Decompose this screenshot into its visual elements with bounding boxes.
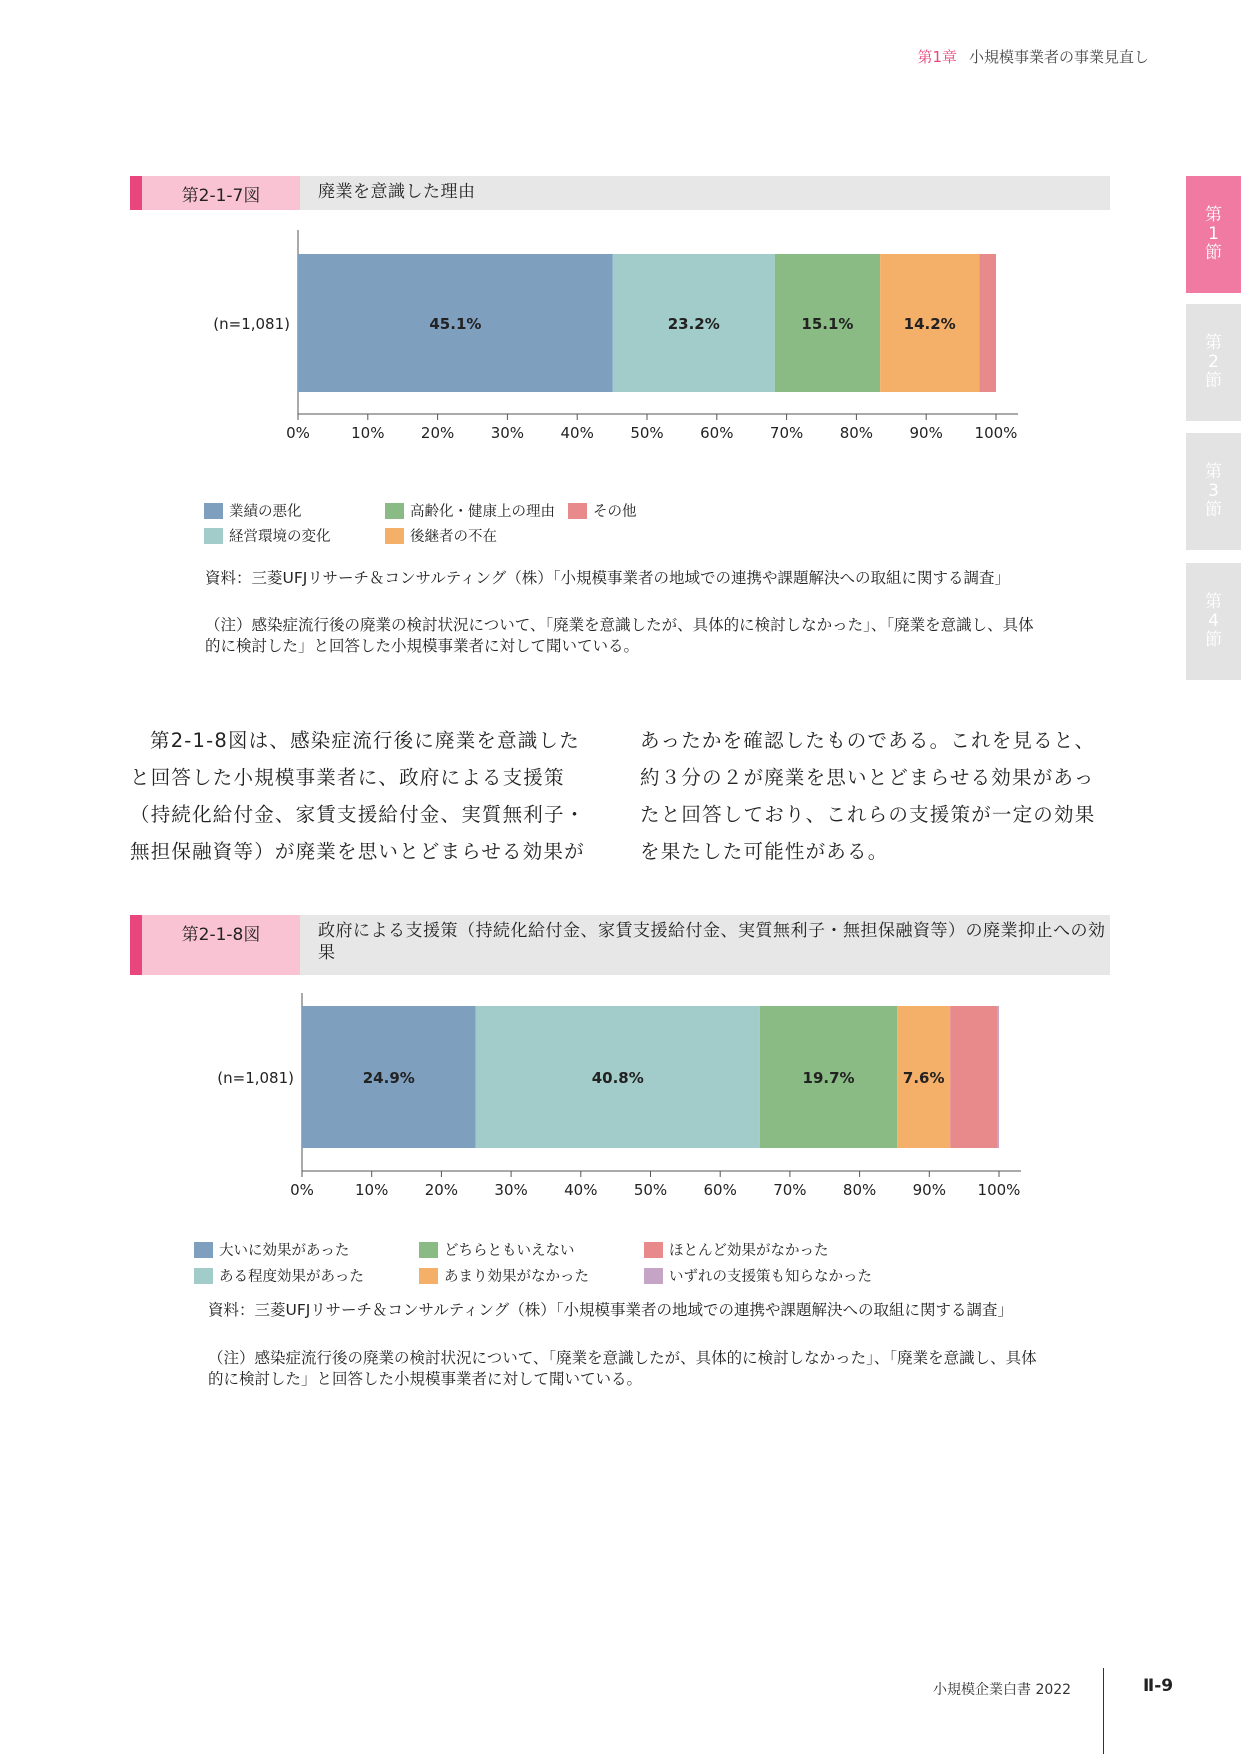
data-label: 23.2% [667, 315, 720, 333]
legend-swatch [385, 503, 404, 519]
x-tick-label: 100% [974, 424, 1018, 442]
body-text-right: あったかを確認したものである。これを見ると、約３分の２が廃業を思いとどまらせる効果があったと回答しており、これらの支援策が一定の効果を果たした可能性がある。 [640, 729, 1096, 863]
figure-1-chart [190, 222, 1070, 462]
side-tab-section-1[interactable]: 第1節 [1186, 176, 1241, 293]
x-tick-label: 70% [769, 424, 804, 442]
figure-2-source-note: 資料：三菱UFJリサーチ＆コンサルティング（株）「小規模事業者の地域での連携や課題解決への取組に関する調査」 [208, 1301, 1013, 1319]
data-label: 40.8% [591, 1069, 644, 1087]
running-header [917, 46, 1149, 67]
figure-1-number: 第2-1-7図 [142, 176, 300, 210]
legend-swatch [568, 503, 587, 519]
x-tick-label: 60% [703, 1181, 737, 1199]
legend-swatch [385, 528, 404, 544]
fig1-legend-item: その他 [568, 500, 637, 521]
data-label: 24.9% [362, 1069, 415, 1087]
data-label: 7.6% [902, 1069, 945, 1087]
legend-swatch [194, 1242, 213, 1258]
figure-1-footnote: （注）感染症流行後の廃業の検討状況について、「廃業を意識したが、具体的に検討しなかった」、「廃業を意識し、具体的に検討した」と回答した小規模事業者に対して聞いている。 [205, 616, 1034, 655]
x-tick-label: 30% [494, 1181, 528, 1199]
figure-2-footnote: （注）感染症流行後の廃業の検討状況について、「廃業を意識したが、具体的に検討しなかった」、「廃業を意識し、具体的に検討した」と回答した小規模事業者に対して聞いている。 [208, 1349, 1037, 1388]
x-tick-label: 10% [355, 1181, 389, 1199]
fig2-legend-item: あまり効果がなかった [419, 1265, 589, 1286]
fig2-legend-item: 大いに効果があった [194, 1239, 349, 1260]
figure-1-source-note: 資料：三菱UFJリサーチ＆コンサルティング（株）「小規模事業者の地域での連携や課題解決への取組に関する調査」 [205, 569, 1010, 587]
footer-page-number: Ⅱ-9 [1143, 1676, 1174, 1696]
x-tick-label: 60% [700, 424, 734, 442]
figure-1-accent [130, 176, 142, 210]
side-tab-section-4[interactable]: 第4節 [1186, 563, 1241, 680]
figure-1-header [130, 176, 1110, 210]
data-label: 15.1% [801, 315, 854, 333]
fig1-legend-item: 業績の悪化 [204, 500, 302, 521]
fig1-legend-item: 後継者の不在 [385, 525, 497, 546]
legend-swatch [419, 1242, 438, 1258]
x-tick-label: 100% [977, 1181, 1021, 1199]
x-tick-label: 40% [560, 424, 594, 442]
fig2-legend-item: どちらともいえない [419, 1239, 575, 1260]
legend-swatch [644, 1268, 663, 1284]
figure-2-accent [130, 915, 142, 975]
x-tick-label: 90% [909, 424, 943, 442]
x-tick-label: 40% [564, 1181, 598, 1199]
fig2-legend-item: いずれの支援策も知らなかった [644, 1265, 872, 1286]
x-tick-label: 30% [490, 424, 525, 442]
legend-swatch [204, 528, 223, 544]
figure-2-title: 政府による支援策（持続化給付金、家賃支援給付金、実質無利子・無担保融資等）の廃業抑止への効果 [318, 921, 1106, 963]
data-label: 19.7% [802, 1069, 855, 1087]
data-label: 14.2% [903, 315, 956, 333]
body-figure-reference: 第2-1-8図 [150, 729, 249, 752]
x-tick-label: 20% [424, 1181, 459, 1199]
data-label: 45.1% [429, 315, 482, 333]
x-tick-label: 50% [630, 424, 664, 442]
body-text-left: 第2-1-8図は、感染症流行後に廃業を意識したと回答した小規模事業者に、政府による支援策（持続化給付金、家賃支援給付金、実質無利子・無担保融資等）が廃業を思いとどまらせる効果が [130, 729, 586, 863]
x-tick-label: 70% [773, 1181, 807, 1199]
x-tick-label: 0% [290, 1181, 314, 1199]
figure-2-header [130, 915, 1110, 975]
side-tab-section-3[interactable]: 第3節 [1186, 433, 1241, 550]
x-tick-label: 90% [912, 1181, 946, 1199]
fig1-legend-item: 高齢化・健康上の理由 [385, 500, 555, 521]
category-label: (n=1,081) [217, 1069, 294, 1087]
x-tick-label: 0% [286, 424, 310, 442]
side-tab-section-2[interactable]: 第2節 [1186, 304, 1241, 421]
chapter-number: 第1章 [917, 48, 957, 66]
bar-segment [950, 1006, 997, 1148]
chapter-title: 小規模事業者の事業見直し [968, 48, 1149, 66]
legend-swatch [419, 1268, 438, 1284]
figure-1-title: 廃業を意識した理由 [318, 182, 476, 202]
x-tick-label: 10% [351, 424, 385, 442]
category-label: (n=1,081) [213, 315, 290, 333]
x-tick-label: 20% [420, 424, 455, 442]
legend-swatch [644, 1242, 663, 1258]
x-tick-label: 50% [633, 1181, 668, 1199]
bar-segment [998, 1006, 999, 1148]
figure-2-chart [190, 988, 1070, 1218]
bar-segment [979, 254, 996, 392]
fig2-legend-item: ある程度効果があった [194, 1265, 364, 1286]
fig2-legend-item: ほとんど効果がなかった [644, 1239, 829, 1260]
footer-book-title: 小規模企業白書 2022 [933, 1682, 1072, 1698]
legend-swatch [204, 503, 223, 519]
figure-2-number: 第2-1-8図 [142, 915, 300, 975]
x-tick-label: 80% [842, 1181, 877, 1199]
footer-divider [1103, 1668, 1104, 1754]
fig1-legend-item: 経営環境の変化 [204, 525, 331, 546]
legend-swatch [194, 1268, 213, 1284]
x-tick-label: 80% [839, 424, 874, 442]
